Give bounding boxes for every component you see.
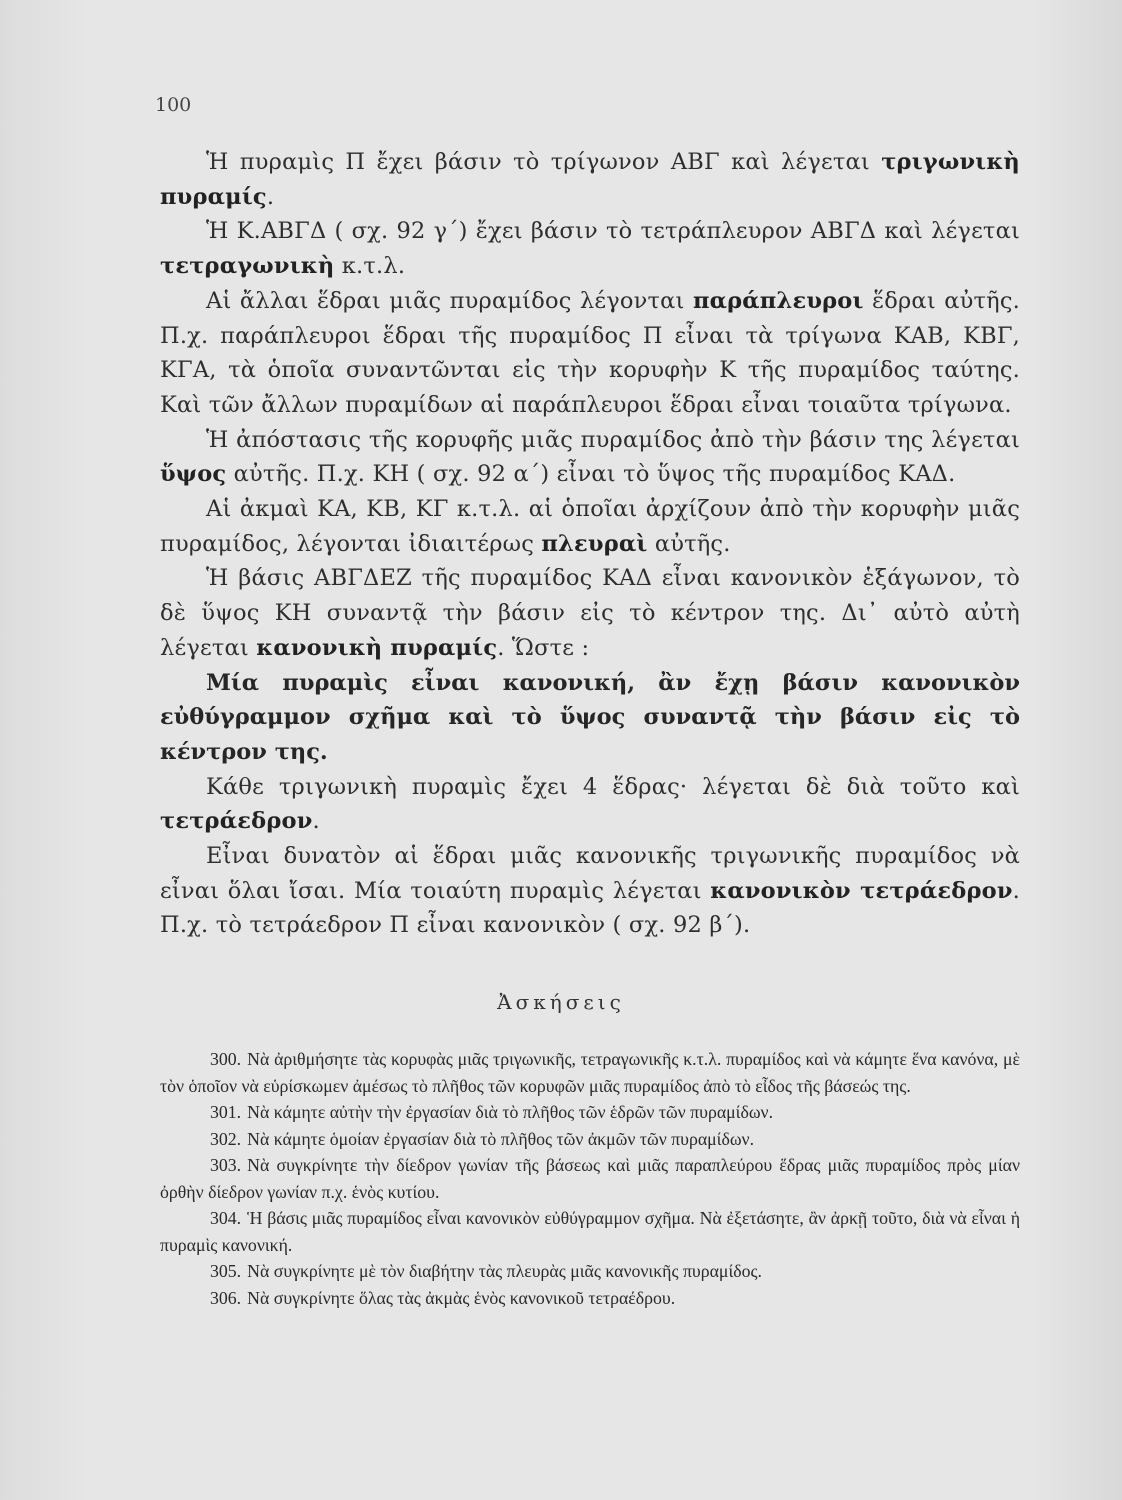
exercise-number: 304. [210,1208,242,1228]
exercise-number: 300. [210,1049,242,1069]
text-run: Ἡ βάσις ΑΒΓΔΕΖ τῆς πυραμίδος ΚΑΔ εἶναι κανονικὸν ἑξάγωνον, τὸ δὲ ὕψος ΚΗ συναντᾷ τὴν βάσιν εἰς τὸ κέντρον της. Δι᾿ αὐτὸ αὐτὴ λέγεται [160,565,1020,661]
paragraph-height [160,423,1020,492]
body-text [160,145,1020,943]
exercise-item [160,1152,1020,1205]
exercise-text: Ἡ βάσις μιᾶς πυραμίδος εἶναι κανονικὸν εὐθύγραμμον σχῆμα. Νὰ ἐξετάσητε, ἂν ἀρκῇ τοῦτο, διὰ νὰ εἶναι ἡ πυραμὶς κανονική. [160,1208,1020,1255]
exercise-number: 306. [210,1287,242,1308]
term-bold: τετραγωνικὴ [160,253,335,280]
exercise-item [160,1046,1020,1099]
exercise-item [160,1126,1020,1153]
paragraph-regular-tetrahedron [160,839,1020,943]
term-bold: τετράεδρον [160,808,313,835]
text-run: αὐτῆς. [647,530,731,557]
exercise-item [160,1285,1020,1312]
exercise-text: Νὰ συγκρίνητε ὅλας τὰς ἀκμὰς ἑνὸς κανονικοῦ τετραέδρου. [247,1287,676,1308]
term-bold: πλευραὶ [541,530,648,557]
exercises-heading: Ἀσκήσεις [497,990,625,1014]
paragraph-triangular-pyramid [160,145,1020,214]
exercise-item [160,1099,1020,1126]
text-run: αὐτῆς. Π.χ. ΚΗ ( σχ. 92 α΄) εἶναι τὸ ὕψος τῆς πυραμίδος ΚΑΔ. [226,461,956,488]
term-bold: κανονικὸν τετράεδρον [710,877,1013,904]
text-run: . Ὥστε : [497,634,590,661]
text-run: Αἱ ἄλλαι ἕδραι μιᾶς πυραμίδος λέγονται [206,287,693,314]
paragraph-quadrangular-pyramid [160,214,1020,283]
paragraph-edges [160,492,1020,561]
exercise-number: 305. [210,1261,242,1281]
text-run: Αἱ ἀκμαὶ ΚΑ, ΚΒ, ΚΓ κ.τ.λ. αἱ ὁποῖαι ἀρχίζουν ἀπὸ τὴν κορυφὴν μιᾶς πυραμίδος, λέγονται ἰδιαιτέρως [160,496,1020,557]
exercise-number: 303. [210,1155,242,1175]
term-bold: κανονικὴ πυραμίς [256,634,498,661]
exercise-item [160,1258,1020,1285]
text-run: κ.τ.λ. [334,253,406,280]
text-run: Ἡ ἀπόστασις τῆς κορυφῆς μιᾶς πυραμίδος ἀπὸ τὴν βάσιν της λέγεται [206,426,1020,453]
term-bold: ὕψος [160,461,227,488]
paragraph-lateral-faces [160,284,1020,423]
term-bold: τριγωνικὴ πυραμίς [160,149,1020,210]
page-number: 100 [155,94,192,116]
text-run: Ἡ πυραμὶς Π ἔχει βάσιν τὸ τρίγωνον ΑΒΓ καὶ λέγεται [206,149,882,175]
text-run: . Π.χ. τὸ τετράεδρον Π εἶναι κανονικὸν ( σχ. 92 β΄). [160,877,1020,939]
text-run: ἕδραι αὐτῆς. Π.χ. παράπλευροι ἕδραι τῆς πυραμίδος Π εἶναι τὰ τρίγωνα ΚΑΒ, ΚΒΓ, ΚΓΑ, τὰ ὁποῖα συναντῶνται εἰς τὴν κορυφὴν Κ τῆς πυραμίδος ταύτης. Καὶ τῶν ἄλλων πυραμίδων αἱ παράπλευροι ἕδραι εἶναι τοιαῦτα τρίγωνα. [160,287,1020,418]
exercise-number: 301. [210,1102,242,1122]
text-run: Εἶναι δυνατὸν αἱ ἕδραι μιᾶς κανονικῆς τριγωνικῆς πυραμίδος νὰ εἶναι ὅλαι ἴσαι. Μία τοιαύτη πυραμὶς λέγεται [160,843,1020,904]
definition-statement: Μία πυραμὶς εἶναι κανονική, ἂν ἔχῃ βάσιν κανονικὸν εὐθύγραμμον σχῆμα καὶ τὸ ὕψος συναντᾷ τὴν βάσιν εἰς τὸ κέντρον της. [160,669,1020,765]
paragraph-tetrahedron [160,770,1020,839]
exercise-text: Νὰ κάμητε αὐτὴν τὴν ἐργασίαν διὰ τὸ πλῆθος τῶν ἑδρῶν τῶν πυραμίδων. [247,1102,774,1122]
exercise-text: Νὰ συγκρίνητε τὴν δίεδρον γωνίαν τῆς βάσεως καὶ μιᾶς παραπλεύρου ἕδρας μιᾶς πυραμίδος πρὸς μίαν ὀρθὴν δίεδρον γωνίαν π.χ. ἑνὸς κυτίου. [160,1155,1020,1202]
exercise-number: 302. [210,1128,242,1149]
paragraph-regular-pyramid [160,561,1020,665]
exercise-item [160,1205,1020,1258]
exercise-text: Νὰ συγκρίνητε μὲ τὸν διαβήτην τὰς πλευρὰς μιᾶς κανονικῆς πυραμίδος. [247,1261,762,1281]
text-run: Κάθε τριγωνικὴ πυραμὶς ἔχει 4 ἕδρας· λέγεται δὲ διὰ τοῦτο καὶ [206,773,1020,800]
text-run: . [312,808,320,835]
exercise-text: Νὰ κάμητε ὁμοίαν ἐργασίαν διὰ τὸ πλῆθος τῶν ἀκμῶν τῶν πυραμίδων. [247,1128,755,1149]
text-run: . [266,183,275,210]
exercises-list [160,1046,1020,1311]
exercise-text: Νὰ ἀριθμήσητε τὰς κορυφὰς μιᾶς τριγωνικῆς, τετραγωνικῆς κ.τ.λ. πυραμίδος καὶ νὰ κάμητε ἕνα κανόνα, μὲ τὸν ὁποῖον νὰ εὑρίσκωμεν ἀμέσως τὸ πλῆθος τῶν κορυφῶν μιᾶς πυραμίδος ἀπὸ τὸ εἶδος τῆς βάσεώς της. [160,1049,1020,1096]
term-bold: παράπλευροι [692,287,864,314]
text-run: Ἡ Κ.ΑΒΓΔ ( σχ. 92 γ΄) ἔχει βάσιν τὸ τετράπλευρον ΑΒΓΔ καὶ λέγεται [206,218,1020,245]
